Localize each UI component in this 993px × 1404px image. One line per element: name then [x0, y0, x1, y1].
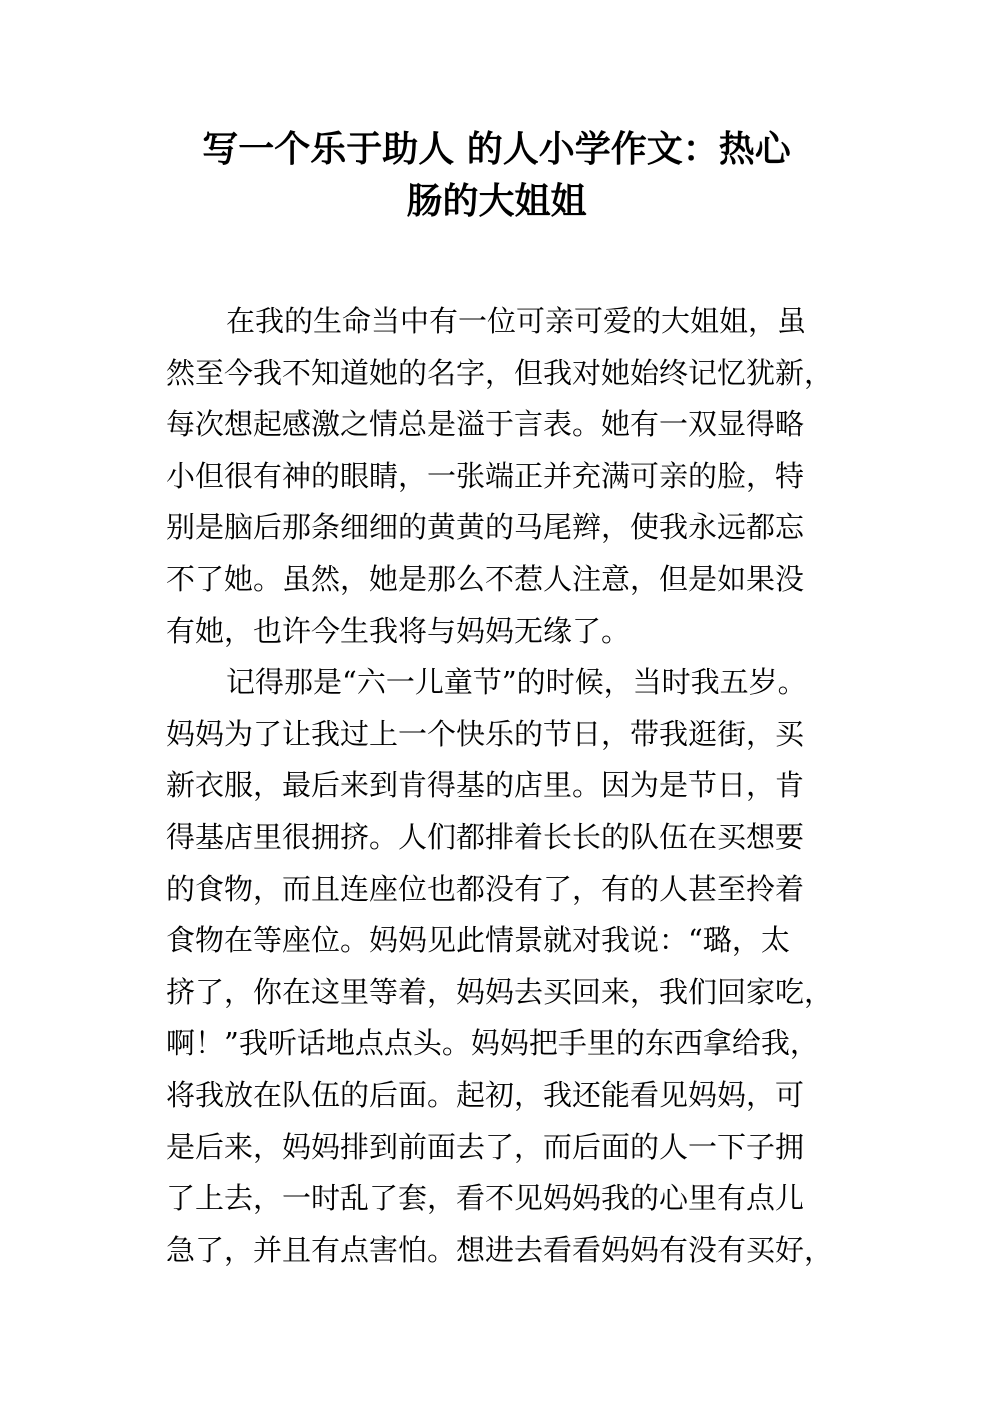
paragraph-2-line: 啊！”我听话地点点头。妈妈把手里的东西拿给我， — [166, 1026, 819, 1061]
paragraph-1-line: 小但很有神的眼睛，一张端正并充满可亲的脸，特 — [166, 458, 805, 493]
paragraph-1-line: 然至今我不知道她的名字，但我对她始终记忆犹新， — [166, 355, 834, 390]
paragraph-2-line: 得基店里很拥挤。人们都排着长长的队伍在买想要 — [166, 819, 805, 854]
paragraph-2-line: 的食物，而且连座位也都没有了，有的人甚至拎着 — [166, 871, 805, 906]
paragraph-2-line: 将我放在队伍的后面。起初，我还能看见妈妈，可 — [166, 1077, 805, 1112]
paragraph-1-line: 每次想起感激之情总是溢于言表。她有一双显得略 — [166, 407, 805, 442]
paragraph-2-line: 是后来，妈妈排到前面去了，而后面的人一下子拥 — [166, 1129, 805, 1164]
paragraph-2-line: 挤了，你在这里等着，妈妈去买回来，我们回家吃， — [166, 974, 834, 1009]
title-line: 肠的大姐姐 — [406, 181, 587, 222]
paragraph-1-line: 别是脑后那条细细的黄黄的马尾辫，使我永远都忘 — [166, 510, 805, 545]
page-title — [150, 124, 843, 228]
paragraph-2-line: 记得那是“六一儿童节”的时候，当时我五岁。 — [226, 665, 807, 700]
article-body — [166, 296, 846, 1276]
paragraph-1-line: 有她，也许今生我将与妈妈无缘了。 — [166, 613, 631, 648]
paragraph-2-line: 妈妈为了让我过上一个快乐的节日，带我逛街，买 — [166, 716, 805, 751]
title-line: 写一个乐于助人 的人小学作文：热心 — [202, 129, 791, 170]
paragraph-2-line: 了上去，一时乱了套，看不见妈妈我的心里有点儿 — [166, 1181, 805, 1216]
paragraph-2-line: 新衣服，最后来到肯得基的店里。因为是节日，肯 — [166, 768, 805, 803]
paragraph-1-line: 在我的生命当中有一位可亲可爱的大姐姐，虽 — [226, 304, 807, 338]
paragraph-1-line: 不了她。虽然，她是那么不惹人注意，但是如果没 — [166, 561, 805, 596]
paragraph-2-line: 急了，并且有点害怕。想进去看看妈妈有没有买好， — [166, 1232, 834, 1267]
paragraph-2-line: 食物在等座位。妈妈见此情景就对我说：“璐，太 — [166, 923, 790, 958]
